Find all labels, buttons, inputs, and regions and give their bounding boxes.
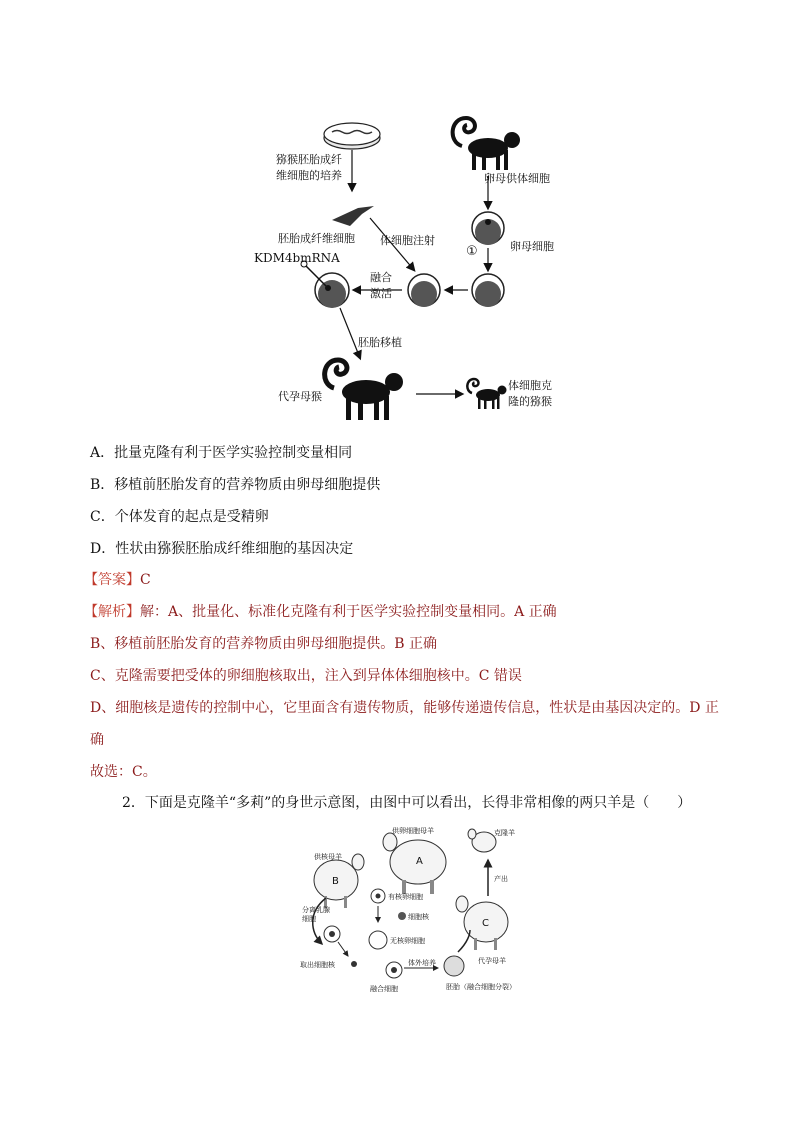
cloned-monkey-icon — [467, 379, 506, 409]
label-line: 融合 — [370, 271, 392, 284]
monkey-donor-icon — [453, 118, 520, 170]
option-a: A．批量克隆有利于医学实验控制变量相同 — [90, 445, 353, 461]
label-line: 分离乳腺 — [302, 906, 330, 914]
petri-dish-icon — [324, 123, 380, 149]
label-embryo: 胚胎（融合细胞分裂） — [446, 983, 516, 991]
surrogate-monkey-icon — [325, 360, 403, 420]
label-surrogate-sheep: 代孕母羊 — [478, 957, 506, 965]
label-b: B — [332, 876, 339, 887]
analysis-line-2: B、移植前胚胎发育的营养物质由卵母细胞提供。B 正确 — [90, 636, 438, 652]
enucleated-egg-icon — [369, 931, 387, 949]
label-mammary — [302, 906, 330, 924]
label-line: 隆的猕猴 — [508, 395, 552, 408]
label-line: 猕猴胚胎成纤 — [276, 153, 342, 166]
analysis-text: 解：A、批量化、标准化克隆有利于医学实验控制变量相同。A 正确 — [140, 604, 557, 620]
label-nucleus-donor: 供核母羊 — [314, 853, 342, 861]
label-birth: 产出 — [494, 875, 508, 883]
sheep-a-icon — [383, 833, 446, 894]
label-line: 激活 — [370, 287, 392, 300]
label-fusion-activation — [370, 270, 392, 302]
label-line: 细胞 — [302, 915, 316, 923]
label-enucleated-egg: 无核卵细胞 — [390, 937, 425, 945]
label-egg-nucleus: 细胞核 — [408, 913, 429, 921]
label-line: 体细胞克 — [508, 379, 552, 392]
label-donor-egg-sheep: 供卵细胞母羊 — [392, 827, 434, 835]
label-line: 维细胞的培养 — [276, 169, 342, 182]
label-step-one: ① — [466, 244, 478, 259]
label-a: A — [416, 856, 423, 867]
answer-value: C — [140, 572, 151, 588]
label-c: C — [482, 918, 489, 929]
label-somatic-injection: 体细胞注射 — [380, 234, 435, 247]
enucleated-egg-icon — [472, 274, 504, 307]
label-kdm-mrna: KDM4bmRNA — [254, 251, 340, 265]
analysis-tag: 【解析】 — [84, 604, 140, 620]
label-egg-donor: 卵母供体细胞 — [484, 172, 550, 185]
label-embryo-transfer: 胚胎移植 — [358, 336, 402, 349]
label-cloned-monkey — [508, 378, 552, 410]
injected-egg-icon — [408, 274, 440, 307]
label-embryo-fibroblast: 胚胎成纤维细胞 — [278, 232, 355, 245]
label-in-vitro: 体外培养 — [408, 959, 436, 967]
label-nucleated-egg: 有核卵细胞 — [388, 893, 423, 901]
label-fibroblast-culture — [276, 152, 342, 184]
label-extract-nucleus: 取出细胞核 — [300, 961, 335, 969]
label-egg-cell: 卵母细胞 — [510, 240, 554, 253]
conclusion-line: 故选：C。 — [90, 764, 157, 780]
fibroblast-cell-icon — [332, 206, 374, 226]
answer-line — [84, 569, 151, 589]
analysis-line-1 — [84, 601, 557, 621]
figure-dolly — [298, 822, 528, 1002]
cloned-sheep-icon — [468, 829, 496, 852]
label-fused-cell: 融合细胞 — [370, 985, 398, 993]
fused-cell-icon — [301, 261, 349, 308]
egg-nucleus-icon — [398, 912, 406, 920]
analysis-line-4: D、细胞核是遗传的控制中心，它里面含有遗传物质，能够传递遗传信息，性状是由基因决定的。D 正 — [90, 700, 719, 716]
answer-tag: 【答案】 — [84, 572, 140, 588]
analysis-line-5: 确 — [90, 732, 104, 748]
option-b: B．移植前胚胎发育的营养物质由卵母细胞提供 — [90, 477, 381, 493]
option-d: D．性状由猕猴胚胎成纤维细胞的基因决定 — [90, 541, 354, 557]
label-surrogate: 代孕母猴 — [278, 390, 322, 403]
egg-cell-icon — [472, 212, 504, 245]
label-cloned-sheep: 克隆羊 — [494, 829, 515, 837]
sheep-b-icon — [314, 854, 364, 908]
option-c: C．个体发育的起点是受精卵 — [90, 509, 269, 525]
analysis-line-3: C、克隆需要把受体的卵细胞核取出，注入到异体体细胞核中。C 错误 — [90, 668, 522, 684]
question-2: 2．下面是克隆羊“多莉”的身世示意图，由图中可以看出，长得非常相像的两只羊是（ ） — [122, 795, 692, 811]
embryo-icon — [444, 956, 464, 976]
figure-monkey-cloning — [254, 108, 570, 428]
